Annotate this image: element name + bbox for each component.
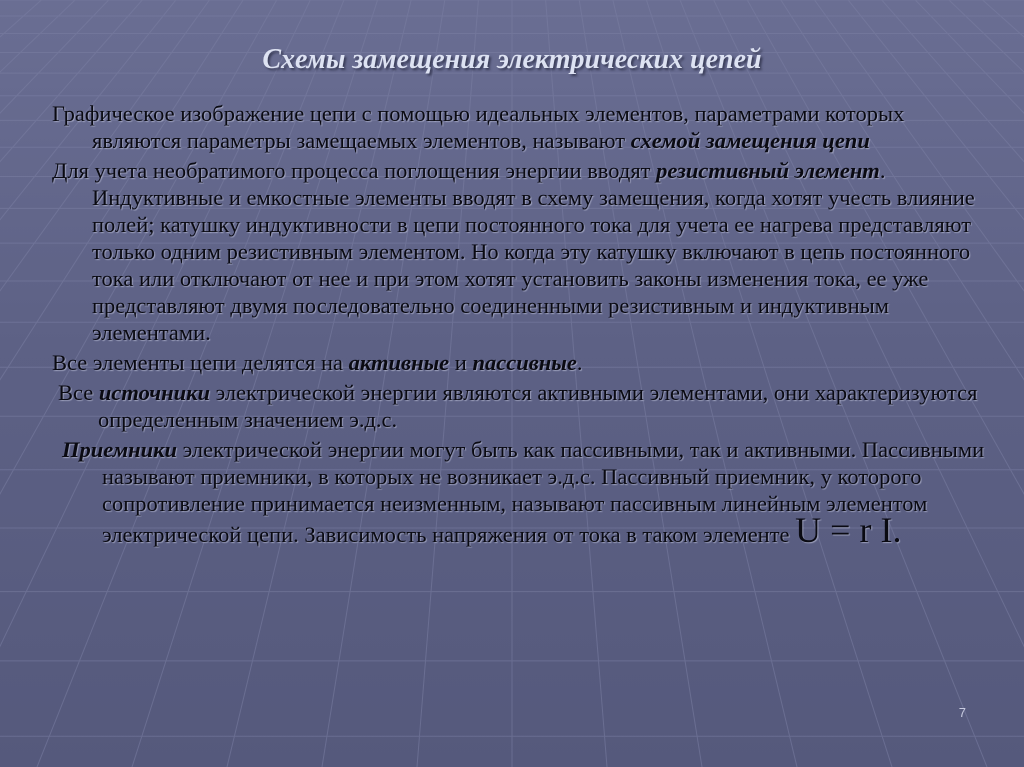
term-passive: пассивные: [472, 350, 577, 375]
paragraph-receivers: [62, 436, 992, 548]
term-receivers: Приемники: [62, 437, 178, 462]
paragraph-text: Для учета необратимого процесса поглощения энергии вводят: [52, 158, 657, 183]
paragraph-element-types: [52, 349, 992, 376]
paragraph-text: Все элементы цепи делятся на: [52, 350, 349, 375]
term-sources: источники: [98, 380, 210, 405]
paragraph-text: .: [576, 350, 583, 375]
paragraph-text: Все: [58, 380, 99, 405]
paragraph-resistive-element: [52, 157, 992, 346]
ohm-law-formula: U = r I.: [795, 510, 902, 550]
paragraph-definition: [52, 100, 992, 154]
paragraph-text: Графическое изображение цепи с помощью идеальных элементов, параметрами которых являются параметры замещаемых элементов, называют: [52, 101, 905, 153]
paragraph-text: электрической энергии могут быть как пассивными, так и активными. Пассивными называют приемники, в которых не возникает э.д.с. Пассивный приемник, у которого сопротивление принимается неизменным, называют пассивным линейным элементом электрической цепи. Зависимость напряжения от тока в таком элементе: [102, 437, 985, 547]
paragraph-text: . Индуктивные и емкостные элементы вводят в схему замещения, когда хотят учесть влияние полей; катушку индуктивности в цепи постоянного тока для учета ее нагрева представляют только одним резистивным элементом. Но когда эту катушку включают в цепь постоянного тока или отключают от нее и при этом хотят установить законы изменения тока, ее уже представляют двумя последовательно соединенными резистивным и индуктивным элементами.: [92, 158, 975, 345]
term-active: активные: [348, 350, 450, 375]
term-equivalent-circuit: схемой замещения цепи: [630, 128, 870, 153]
slide-title: Схемы замещения электрических цепей: [262, 44, 762, 75]
slide-body: [52, 100, 992, 551]
paragraph-text: электрической энергии являются активными элементами, они характеризуются определенным значением э.д.с.: [98, 380, 978, 432]
term-resistive-element: резистивный элемент: [656, 158, 880, 183]
paragraph-sources: [58, 379, 992, 433]
page-number: 7: [958, 705, 966, 720]
paragraph-text: и: [449, 350, 473, 375]
